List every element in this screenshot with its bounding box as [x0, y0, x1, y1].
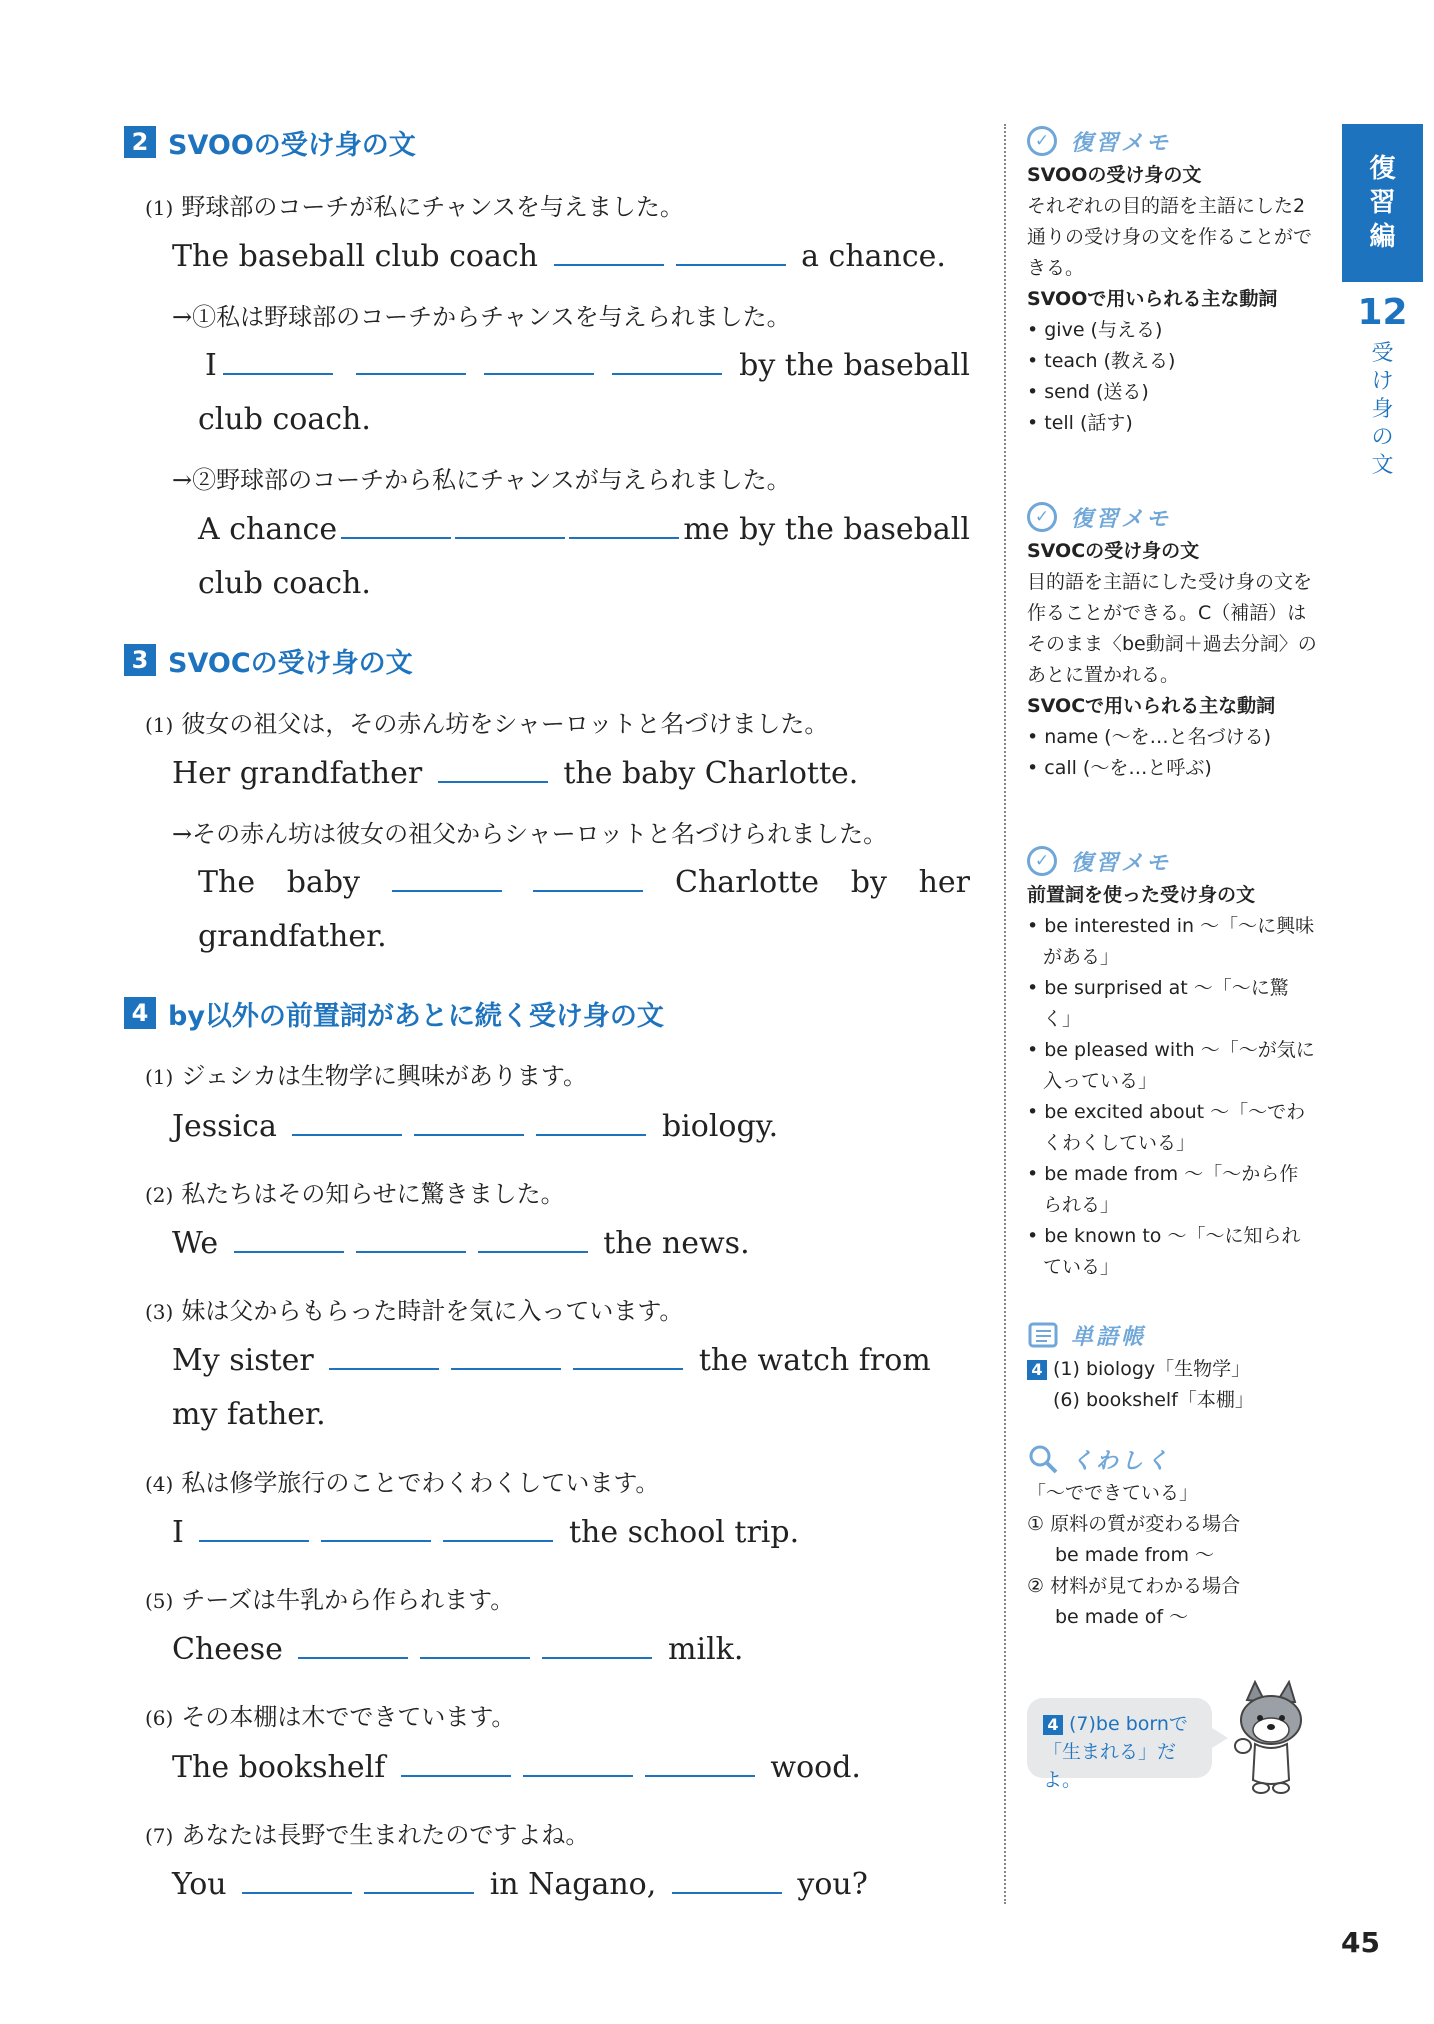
answer-blank[interactable]: [364, 1866, 474, 1894]
answer-blank[interactable]: [542, 1631, 652, 1659]
page-number: 45: [1341, 1926, 1380, 1959]
answer-blank[interactable]: [573, 1342, 683, 1370]
answer-blank[interactable]: [223, 347, 333, 375]
question-en: My sister the watch from: [172, 1343, 931, 1378]
dog-mascot-icon: [1225, 1680, 1315, 1800]
answer-blank[interactable]: [199, 1514, 309, 1542]
memo-label: 復習メモ: [1071, 506, 1172, 532]
memo-item: • be made from ～「～から作られる」: [1027, 1163, 1299, 1216]
section-title: SVOCの受け身の文: [168, 647, 413, 679]
rewrite-en: I by the baseball: [205, 348, 970, 383]
memo-item: • give (与える): [1027, 319, 1163, 341]
rewrite-en-cont: grandfather.: [198, 919, 387, 954]
answer-blank[interactable]: [451, 1342, 561, 1370]
answer-blank[interactable]: [292, 1108, 402, 1136]
speech-bubble: 4 (7)be bornで 「生まれる」だよ。: [1027, 1698, 1212, 1778]
section-2-heading: [124, 125, 416, 159]
answer-blank[interactable]: [533, 864, 643, 892]
section-tag: 4: [1043, 1715, 1063, 1735]
memo-item: • name (～を…と名づける): [1027, 726, 1271, 748]
rewrite-en: A chance me by the baseball: [198, 512, 970, 547]
rewrite-en-cont: club coach.: [198, 402, 371, 437]
notebook-icon: [1027, 1321, 1059, 1349]
section-3-heading: [124, 643, 413, 677]
check-icon: ✓: [1027, 502, 1057, 532]
review-memo-1: [1027, 122, 1317, 439]
question-jp: (2) 私たちはその知らせに驚きました。: [145, 1180, 565, 1208]
detail-line: ① 原料の質が変わる場合: [1027, 1513, 1241, 1535]
section-title: SVOOの受け身の文: [168, 129, 416, 161]
section-4-heading: [124, 996, 664, 1030]
answer-blank[interactable]: [356, 1225, 466, 1253]
memo-item: • teach (教える): [1027, 350, 1176, 372]
detail-label: くわしく: [1071, 1448, 1172, 1474]
question-en: Her grandfather the baby Charlotte.: [172, 756, 859, 791]
memo-item: • be pleased with ～「～が気に入っている」: [1027, 1039, 1315, 1092]
answer-blank[interactable]: [536, 1108, 646, 1136]
check-icon: ✓: [1027, 126, 1057, 156]
question-jp: (1) ジェシカは生物学に興味があります。: [145, 1062, 587, 1090]
question-en: The bookshelf wood.: [172, 1750, 861, 1785]
answer-blank[interactable]: [356, 347, 466, 375]
memo-item: • be surprised at ～「～に驚く」: [1027, 977, 1289, 1030]
detail-line: 「～でできている」: [1027, 1482, 1199, 1504]
memo-title: SVOOの受け身の文: [1027, 164, 1202, 186]
detail-line: be made of ～: [1055, 1606, 1189, 1628]
question-jp: (4) 私は修学旅行のことでわくわくしています。: [145, 1469, 660, 1497]
review-memo-3: [1027, 842, 1317, 1283]
memo-item: • be known to ～「～に知られている」: [1027, 1225, 1301, 1278]
answer-blank[interactable]: [242, 1866, 352, 1894]
memo-text: それぞれの目的語を主語にした2通りの受け身の文を作ることができる。: [1027, 195, 1313, 279]
answer-blank[interactable]: [443, 1514, 553, 1542]
memo-title: SVOCの受け身の文: [1027, 540, 1200, 562]
memo-label: 復習メモ: [1071, 850, 1172, 876]
memo-item: • call (～を…と呼ぶ): [1027, 757, 1212, 779]
answer-blank[interactable]: [420, 1631, 530, 1659]
rewrite-en-cont: club coach.: [198, 566, 371, 601]
memo-item: • be excited about ～「～でわくわくしている」: [1027, 1101, 1306, 1154]
answer-blank[interactable]: [554, 238, 664, 266]
rewrite-jp: →その赤ん坊は彼女の祖父からシャーロットと名づけられました。: [172, 820, 888, 848]
answer-blank[interactable]: [414, 1108, 524, 1136]
memo-label: 復習メモ: [1071, 130, 1172, 156]
question-en-cont: my father.: [172, 1397, 326, 1432]
section-number: 2: [124, 126, 156, 158]
answer-blank[interactable]: [329, 1342, 439, 1370]
vocab-item: (6) bookshelf「本棚」: [1053, 1389, 1254, 1411]
question-jp: (1) 野球部のコーチが私にチャンスを与えました。: [145, 193, 684, 221]
answer-blank[interactable]: [672, 1866, 782, 1894]
memo-item: • be interested in ～「～に興味がある」: [1027, 915, 1315, 968]
answer-blank[interactable]: [438, 755, 548, 783]
question-jp: (3) 妹は父からもらった時計を気に入っています。: [145, 1297, 684, 1325]
answer-blank[interactable]: [645, 1749, 755, 1777]
answer-blank[interactable]: [455, 511, 565, 539]
detail-box: [1027, 1440, 1317, 1633]
chapter-tab: 復 習 編: [1342, 124, 1423, 282]
answer-blank[interactable]: [612, 347, 722, 375]
detail-line: be made from ～: [1055, 1544, 1214, 1566]
memo-subtitle: SVOOで用いられる主な動詞: [1027, 288, 1278, 310]
question-en: Jessica biology.: [172, 1109, 779, 1144]
vocab-label: 単語帳: [1071, 1324, 1147, 1350]
vocab-box: [1027, 1316, 1317, 1416]
question-en: The baseball club coach a chance.: [172, 239, 946, 274]
answer-blank[interactable]: [298, 1631, 408, 1659]
question-jp: (7) あなたは長野で生まれたのですよね。: [145, 1821, 590, 1849]
answer-blank[interactable]: [401, 1749, 511, 1777]
answer-blank[interactable]: [676, 238, 786, 266]
answer-blank[interactable]: [392, 864, 502, 892]
section-tag: 4: [1027, 1360, 1047, 1380]
answer-blank[interactable]: [484, 347, 594, 375]
review-memo-2: [1027, 498, 1317, 784]
question-jp: (1) 彼女の祖父は，その赤ん坊をシャーロットと名づけました。: [145, 710, 829, 738]
rewrite-jp: →①私は野球部のコーチからチャンスを与えられました。: [172, 303, 791, 331]
vocab-item: (1) biology「生物学」: [1053, 1358, 1251, 1380]
section-number: 3: [124, 644, 156, 676]
answer-blank[interactable]: [321, 1514, 431, 1542]
section-number: 4: [124, 997, 156, 1029]
question-en: We the news.: [172, 1226, 750, 1261]
answer-blank[interactable]: [523, 1749, 633, 1777]
memo-text: 目的語を主語にした受け身の文を作ることができる。C（補語）はそのまま〈be動詞＋過去分詞〉のあとに置かれる。: [1027, 571, 1317, 686]
memo-item: • tell (話す): [1027, 412, 1133, 434]
answer-blank[interactable]: [234, 1225, 344, 1253]
answer-blank[interactable]: [341, 511, 451, 539]
section-title: by以外の前置詞があとに続く受け身の文: [168, 1000, 664, 1032]
rewrite-jp: →②野球部のコーチから私にチャンスが与えられました。: [172, 466, 791, 494]
answer-blank[interactable]: [569, 511, 679, 539]
question-jp: (6) その本棚は木でできています。: [145, 1703, 516, 1731]
column-divider: [1004, 124, 1006, 1904]
rewrite-en: The baby Charlotte by her: [198, 865, 970, 900]
chapter-number: 12: [1357, 292, 1408, 333]
question-en: I the school trip.: [172, 1515, 800, 1550]
question-en: Cheese milk.: [172, 1632, 744, 1667]
memo-item: • send (送る): [1027, 381, 1149, 403]
question-en: You in Nagano, you?: [172, 1867, 868, 1902]
question-jp: (5) チーズは牛乳から作られます。: [145, 1586, 515, 1614]
memo-title: 前置詞を使った受け身の文: [1027, 884, 1256, 906]
memo-subtitle: SVOCで用いられる主な動詞: [1027, 695, 1276, 717]
magnifier-icon: [1027, 1443, 1059, 1475]
check-icon: ✓: [1027, 846, 1057, 876]
answer-blank[interactable]: [478, 1225, 588, 1253]
detail-line: ② 材料が見てわかる場合: [1027, 1575, 1241, 1597]
chapter-title: 受 け 身 の 文: [1371, 341, 1394, 478]
